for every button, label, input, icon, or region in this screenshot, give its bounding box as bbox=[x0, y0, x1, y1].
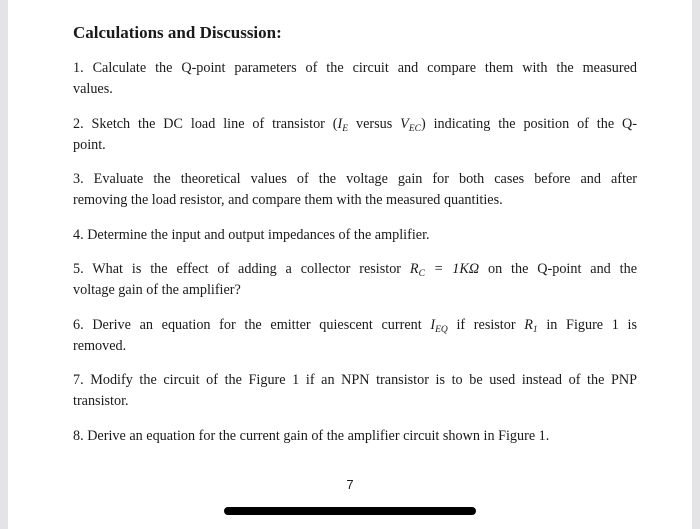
question-5-line1 bbox=[73, 259, 637, 280]
current-ie-symbol: I bbox=[337, 115, 343, 132]
question-4-line1: 4. Determine the input and output impedances of the amplifier. bbox=[73, 226, 430, 243]
question-6-text-post: in Figure 1 is bbox=[537, 316, 638, 333]
question-2-text-post: ) indicating the position of the Q- bbox=[420, 115, 638, 132]
question-6-text-pre: 6. Derive an equation for the emitter quiescent current bbox=[73, 316, 431, 333]
question-5-text-pre: 5. What is the effect of adding a collector resistor bbox=[73, 261, 410, 277]
question-1-line2: values. bbox=[73, 81, 113, 97]
question-7-line2: transistor. bbox=[73, 393, 129, 409]
question-6 bbox=[73, 315, 637, 357]
current-ieq-subscript: EQ bbox=[435, 324, 448, 335]
voltage-vec-subscript: EC bbox=[408, 123, 421, 134]
question-1-line1: 1. Calculate the Q-point parameters of the circuit and compare them with the measured bbox=[73, 60, 637, 76]
question-5-line2: voltage gain of the amplifier? bbox=[73, 282, 241, 298]
question-6-line2: removed. bbox=[73, 337, 127, 354]
resistor-rc-subscript: C bbox=[418, 269, 425, 279]
question-2-line1 bbox=[73, 114, 637, 135]
question-3 bbox=[73, 169, 637, 211]
section-heading: Calculations and Discussion: bbox=[73, 23, 282, 42]
question-5-text-post: on the Q-point and the bbox=[479, 261, 637, 277]
question-1 bbox=[73, 58, 637, 100]
question-6-text-mid: if resistor bbox=[447, 316, 525, 333]
question-7-line1: 7. Modify the circuit of the Figure 1 if an NPN transistor is to be used instead of the PNP bbox=[73, 372, 637, 388]
question-3-line1: 3. Evaluate the theoretical values of the voltage gain for both cases before and after bbox=[73, 171, 637, 187]
question-2 bbox=[73, 114, 637, 156]
resistor-rc-value: = 1KΩ bbox=[424, 261, 480, 277]
resistor-r1-symbol: R bbox=[524, 316, 533, 333]
question-3-line2: removing the load resistor, and compare them with the measured quantities. bbox=[73, 192, 503, 208]
question-7 bbox=[73, 370, 637, 412]
current-ieq-symbol: I bbox=[430, 316, 436, 333]
question-2-text-mid: versus bbox=[348, 115, 401, 132]
question-8 bbox=[73, 426, 637, 447]
home-indicator-bar[interactable] bbox=[224, 507, 476, 515]
current-ie-subscript: E bbox=[342, 123, 349, 134]
question-5 bbox=[73, 259, 637, 301]
page-number: 7 bbox=[346, 477, 354, 492]
question-6-line1 bbox=[73, 315, 637, 336]
question-8-line1: 8. Derive an equation for the current gain of the amplifier circuit shown in Figure 1. bbox=[73, 427, 550, 444]
question-4 bbox=[73, 225, 637, 246]
question-2-text-pre: 2. Sketch the DC load line of transistor ( bbox=[73, 115, 338, 132]
question-list bbox=[73, 58, 637, 460]
resistor-rc-symbol: R bbox=[409, 261, 419, 277]
resistor-r1-subscript: 1 bbox=[532, 324, 538, 335]
question-2-line2: point. bbox=[73, 136, 106, 153]
voltage-vec-symbol: V bbox=[400, 115, 409, 132]
